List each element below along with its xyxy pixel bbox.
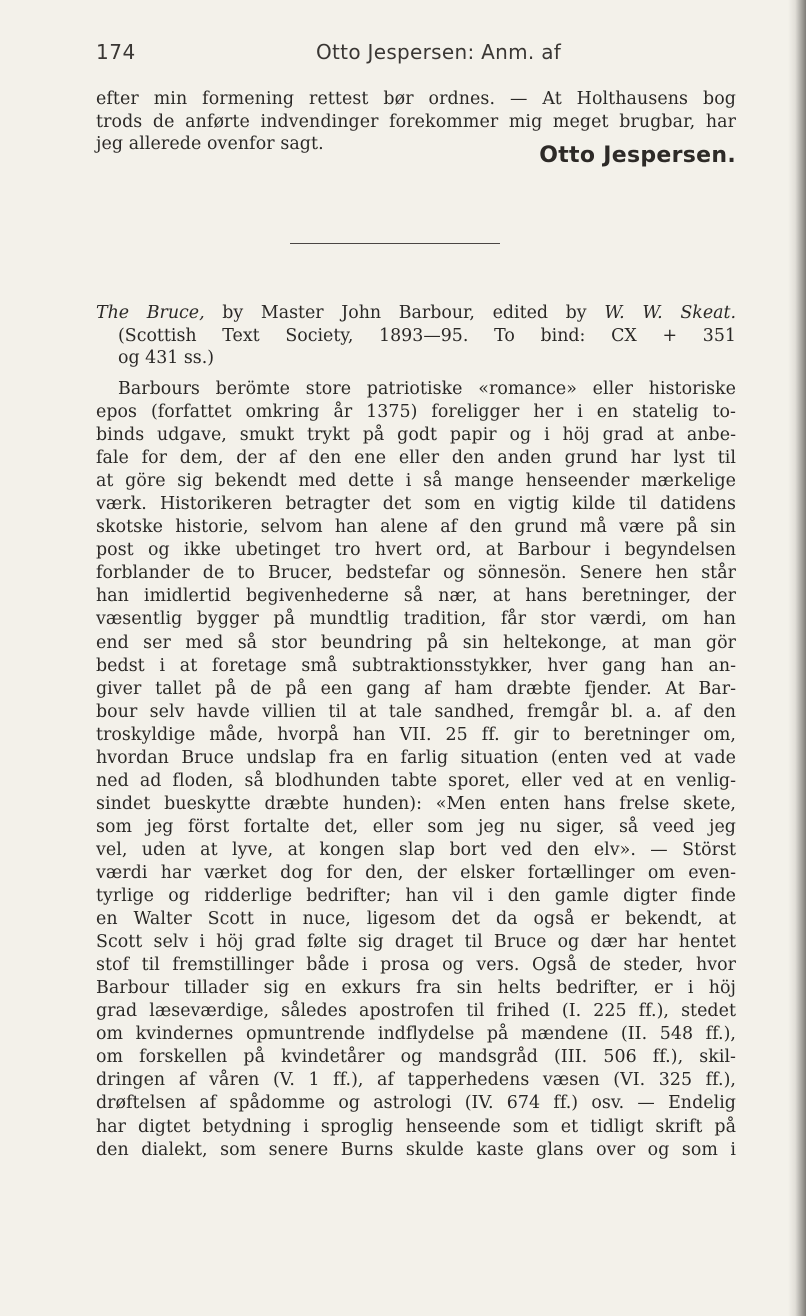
reference-text: by Master John Barbour, edited by	[204, 303, 605, 323]
page-number: 174	[96, 40, 136, 64]
text-line: værdi har værket dog for den, der elsker fortællinger om even-	[96, 862, 736, 883]
text-line: trods de anførte indvendinger forekommer mig meget brugbar, har	[96, 111, 736, 132]
reference-line: (Scottish Text Society, 1893—95. To bind: CX + 351	[118, 325, 736, 346]
text-line: ned ad floden, så blodhunden tabte sporet, eller ved at en venlig-	[96, 770, 736, 791]
text-line: dringen af våren (V. 1 ff.), af tapperhedens væsen (VI. 325 ff.),	[96, 1070, 736, 1091]
text-line: har digtet betydning i sproglig henseende som et tidligt skrift på	[96, 1116, 736, 1137]
text-line: post og ikke ubetinget tro hvert ord, at Barbour i begyndelsen	[96, 540, 736, 561]
text-line: hvordan Bruce undslap fra en farlig situation (enten ved at vade	[96, 747, 736, 768]
reference-line: og 431 ss.)	[118, 348, 215, 368]
text-line: giver tallet på de på een gang af ham dræbte fjender. At Bar-	[96, 678, 736, 699]
text-line: bour selv havde villien til at tale sandhed, fremgår bl. a. af den	[96, 701, 736, 722]
reference-title: The Bruce,	[96, 303, 205, 323]
text-line: end ser med så stor beundring på sin heltekonge, at man gör	[96, 632, 736, 653]
text-line: grad læseværdige, således apostrofen til frihed (I. 225 ff.), stedet	[96, 1001, 736, 1022]
text-line: tyrlige og ridderlige bedrifter; han vil i den gamle digter finde	[96, 886, 736, 907]
text-line: han imidlertid begivenhederne så nær, at hans beretninger, der	[96, 586, 736, 607]
text-line: troskyldige måde, hvorpå han VII. 25 ff. gir to beretninger om,	[96, 724, 736, 745]
page-header	[96, 40, 736, 72]
text-line: at göre sig bekendt med dette i så mange henseender mærkelige	[96, 471, 736, 492]
page-edge-shadow	[788, 0, 806, 1316]
text-line: den dialekt, som senere Burns skulde kaste glans over og som i	[96, 1139, 736, 1160]
text-line: Barbours berömte store patriotiske «romance» eller historiske	[118, 379, 736, 399]
text-line: epos (forfattet omkring år 1375) foreligger her i en statelig to-	[96, 402, 736, 423]
text-line: værk. Historikeren betragter det som en vigtig kilde til datidens	[96, 494, 736, 515]
text-line: drøftelsen af spådomme og astrologi (IV. 674 ff.) osv. — Endelig	[96, 1093, 736, 1114]
running-head: Otto Jespersen: Anm. af	[316, 40, 562, 64]
text-line: en Walter Scott in nuce, ligesom det da også er bekendt, at	[96, 909, 736, 930]
text-line: skotske historie, selvom han alene af den grund må være på sin	[96, 517, 736, 538]
text-line: sindet bueskytte dræbte hunden): «Men enten hans frelse skete,	[96, 793, 736, 814]
text-line: Barbour tillader sig en exkurs fra sin helts bedrifter, er i höj	[96, 978, 736, 999]
text-line: stof til fremstillinger både i prosa og vers. Også de steder, hvor	[96, 955, 736, 976]
text-line: Scott selv i höj grad følte sig draget til Bruce og dær har hentet	[96, 932, 736, 953]
text-line: jeg allerede ovenfor sagt.	[96, 134, 324, 154]
text-line: efter min formening rettest bør ordnes. — At Holthausens bog	[96, 89, 736, 109]
section-divider	[290, 243, 500, 244]
text-line: væsentlig bygger på mundtlig tradition, får stor værdi, om han	[96, 609, 736, 630]
review-body	[96, 378, 736, 1162]
text-line: binds udgave, smukt trykt på godt papir og i höj grad at anbe-	[96, 425, 736, 446]
text-line: vel, uden at lyve, at kongen slap bort ved den elv». — Störst	[96, 839, 736, 860]
reference-editor: W. W. Skeat.	[604, 303, 736, 323]
text-line: som jeg först fortalte det, eller som jeg nu siger, så veed jeg	[96, 816, 736, 837]
text-line: om forskellen på kvindetårer og mandsgråd (III. 506 ff.), skil-	[96, 1047, 736, 1068]
review-reference	[96, 302, 736, 370]
reference-line	[96, 302, 736, 325]
text-line: forblander de to Brucer, bedstefar og sönnesön. Senere hen står	[96, 563, 736, 584]
text-line: bedst i at foretage små subtraktionsstykker, hver gang han an-	[96, 655, 736, 676]
text-line: fale for dem, der af den ene eller den anden grund har lyst til	[96, 448, 736, 469]
author-signature: Otto Jespersen.	[539, 143, 736, 168]
text-line: om kvindernes opmuntrende indflydelse på mændene (II. 548 ff.),	[96, 1024, 736, 1045]
